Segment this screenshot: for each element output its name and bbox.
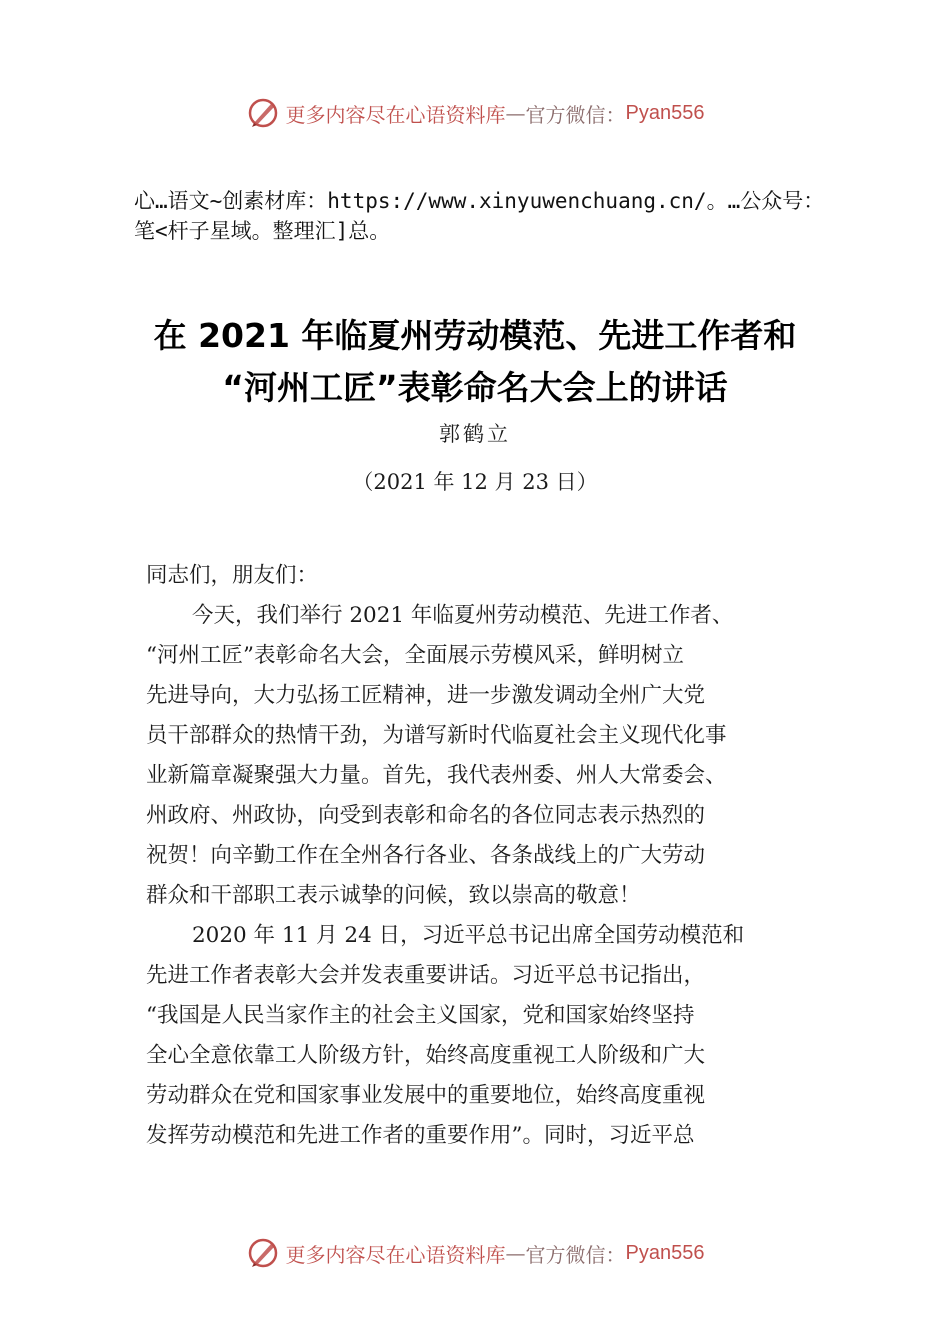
body-line: 先进工作者表彰大会并发表重要讲话。习近平总书记指出， bbox=[146, 963, 706, 988]
footer-banner bbox=[0, 1236, 950, 1270]
banner-label: 官方微信： bbox=[525, 1242, 626, 1267]
title-line-1: 在 2021 年临夏州劳动模范、先进工作者和 bbox=[153, 316, 797, 355]
body-line: 业新篇章凝聚强大力量。首先，我代表州委、州人大常委会、 bbox=[146, 763, 727, 788]
body-line: 群众和干部职工表示诚挚的问候，致以崇高的敬意！ bbox=[146, 883, 641, 908]
banner-wechat-id: Pyan556 bbox=[625, 101, 705, 124]
body-line: 发挥劳动模范和先进工作者的重要作用”。同时，习近平总 bbox=[146, 1123, 695, 1148]
body-line: 劳动群众在党和国家事业发展中的重要地位，始终高度重视 bbox=[146, 1083, 706, 1108]
body-line: 祝贺！向辛勤工作在全州各行各业、各条战线上的广大劳动 bbox=[146, 843, 706, 868]
body-line: 今天，我们举行 2021 年临夏州劳动模范、先进工作者、 bbox=[192, 603, 734, 628]
source-note: 心…语文~创素材库：https://www.xinyuwenchuang.cn/。…公众号：笔<杆子星域。整理汇]总。 bbox=[134, 189, 825, 243]
author: 郭鹤立 bbox=[439, 422, 511, 446]
pen-logo-icon bbox=[246, 96, 280, 130]
body-line: 员干部群众的热情干劲，为谱写新时代临夏社会主义现代化事 bbox=[146, 723, 727, 748]
body-line: “河州工匠”表彰命名大会，全面展示劳模风采，鲜明树立 bbox=[146, 643, 684, 668]
banner-separator: — bbox=[505, 1241, 526, 1265]
pen-logo-icon bbox=[246, 1236, 280, 1270]
banner-wechat-id: Pyan556 bbox=[625, 1241, 705, 1264]
banner-label: 官方微信： bbox=[525, 102, 626, 127]
body-line: 先进导向，大力弘扬工匠精神，进一步激发调动全州广大党 bbox=[146, 683, 706, 708]
banner-separator: — bbox=[505, 101, 526, 125]
body-text bbox=[146, 556, 826, 1156]
document-title bbox=[0, 310, 950, 414]
banner-text: 更多内容尽在心语资料库 bbox=[285, 102, 506, 127]
header-banner bbox=[0, 96, 950, 130]
body-line: “我国是人民当家作主的社会主义国家，党和国家始终坚持 bbox=[146, 1003, 695, 1028]
body-line: 全心全意依靠工人阶级方针，始终高度重视工人阶级和广大 bbox=[146, 1043, 706, 1068]
body-line: 2020 年 11 月 24 日，习近平总书记出席全国劳动模范和 bbox=[192, 923, 745, 948]
date: （2021 年 12 月 23 日） bbox=[352, 470, 598, 494]
banner-text: 更多内容尽在心语资料库 bbox=[285, 1242, 506, 1267]
title-line-2: “河州工匠”表彰命名大会上的讲话 bbox=[222, 368, 728, 407]
body-line: 州政府、州政协，向受到表彰和命名的各位同志表示热烈的 bbox=[146, 803, 706, 828]
salutation: 同志们，朋友们： bbox=[146, 563, 319, 588]
